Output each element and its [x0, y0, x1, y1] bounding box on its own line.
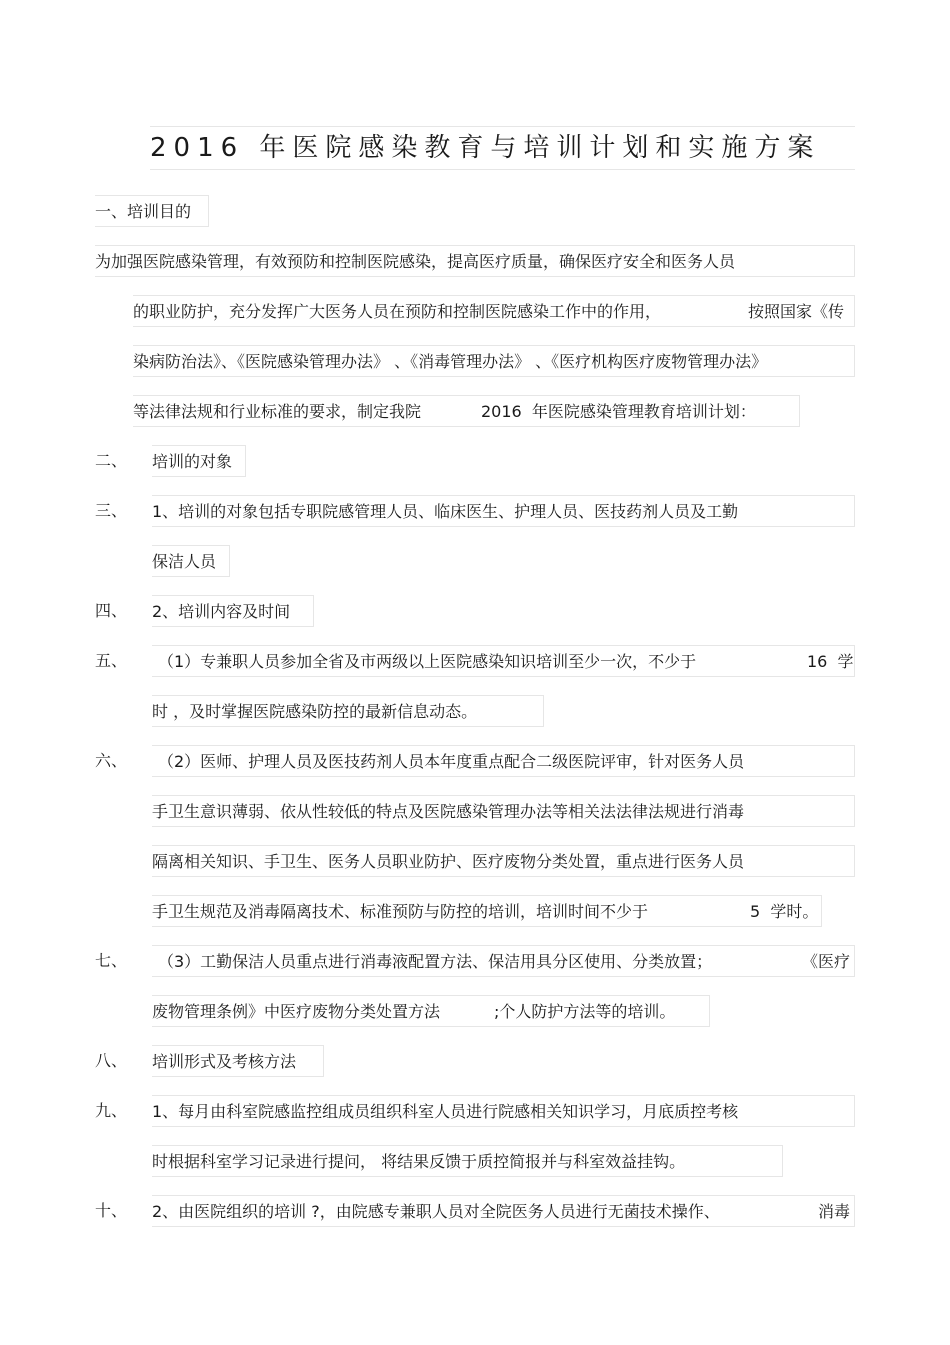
paragraph-line	[152, 895, 822, 927]
paragraph-line: 1、培训的对象包括专职院感管理人员、临床医生、护理人员、医技药剂人员及工勤	[152, 495, 855, 527]
list-number: 五、	[95, 651, 128, 670]
list-number: 三、	[95, 501, 128, 520]
paragraph-line-text: 手卫生规范及消毒隔离技术、标准预防与防控的培训，培训时间不少于	[152, 902, 649, 921]
paragraph-line-text: 废物管理条例》中医疗废物分类处置方法	[152, 1002, 441, 1021]
paragraph-line: 时 ，及时掌握医院感染防控的最新信息动态。	[152, 695, 544, 727]
paragraph-line-text: ;个人防护方法等的培训。	[494, 1002, 676, 1021]
list-number: 十、	[95, 1201, 128, 1220]
section-heading-content-time: 2、培训内容及时间	[152, 595, 314, 627]
paragraph-line	[152, 1195, 855, 1227]
paragraph-line: 为加强医院感染管理，有效预防和控制医院感染，提高医疗质量，确保医疗安全和医务人员	[95, 245, 855, 277]
paragraph-line-text: 2、由医院组织的培训 ?，由院感专兼职人员对全院医务人员进行无菌技术操作、	[152, 1202, 720, 1221]
paragraph-line-text: 的职业防护，充分发挥广大医务人员在预防和控制医院感染工作中的作用，	[133, 302, 662, 321]
paragraph-line: 保洁人员	[152, 545, 230, 577]
paragraph-line-text: 《医疗	[802, 952, 851, 971]
paragraph-line: 时根据科室学习记录进行提问， 将结果反馈于质控简报并与科室效益挂钩。	[152, 1145, 783, 1177]
paragraph-line	[152, 945, 855, 977]
paragraph-line-text: 2016 年医院感染管理教育培训计划：	[481, 402, 756, 421]
list-number: 八、	[95, 1051, 128, 1070]
paragraph-line-text: 按照国家《传	[748, 302, 845, 321]
section-heading-purpose: 一、培训目的	[95, 195, 209, 227]
list-number: 四、	[95, 601, 128, 620]
list-number: 二、	[95, 451, 128, 470]
paragraph-line	[133, 295, 855, 327]
paragraph-line-text: 消毒	[818, 1202, 851, 1221]
paragraph-line	[133, 395, 800, 427]
paragraph-line-text: （2）医师、护理人员及医技药剂人员本年度重点配合二级医院评审，针对医务人员	[158, 752, 745, 771]
paragraph-line-text: （1）专兼职人员参加全省及市两级以上医院感染知识培训至少一次，不少于	[158, 652, 697, 671]
list-number: 七、	[95, 951, 128, 970]
paragraph-line	[152, 745, 855, 777]
paragraph-line: 染病防治法》、《医院感染管理办法》 、《消毒管理办法》 、《医疗机构医疗废物管理办法》	[133, 345, 855, 377]
paragraph-line-text: （3）工勤保洁人员重点进行消毒液配置方法、保洁用具分区使用、分类放置；	[158, 952, 713, 971]
list-number: 六、	[95, 751, 128, 770]
paragraph-line: 手卫生意识薄弱、依从性较低的特点及医院感染管理办法等相关法法律法规进行消毒	[152, 795, 855, 827]
section-heading-format-assessment: 培训形式及考核方法	[152, 1045, 324, 1077]
paragraph-line: 隔离相关知识、手卫生、医务人员职业防护、医疗废物分类处置，重点进行医务人员	[152, 845, 855, 877]
paragraph-line	[152, 995, 710, 1027]
paragraph-line: 1、每月由科室院感监控组成员组织科室人员进行院感相关知识学习，月底质控考核	[152, 1095, 855, 1127]
paragraph-line-text: 5 学时。	[750, 902, 819, 921]
paragraph-line-text: 等法律法规和行业标准的要求，制定我院	[133, 402, 422, 421]
paragraph-line-text: 16 学	[807, 652, 854, 671]
section-heading-audience: 培训的对象	[152, 445, 246, 477]
list-number: 九、	[95, 1101, 128, 1120]
paragraph-line	[152, 645, 855, 677]
document-title: 2016 年医院感染教育与培训计划和实施方案	[150, 126, 855, 170]
